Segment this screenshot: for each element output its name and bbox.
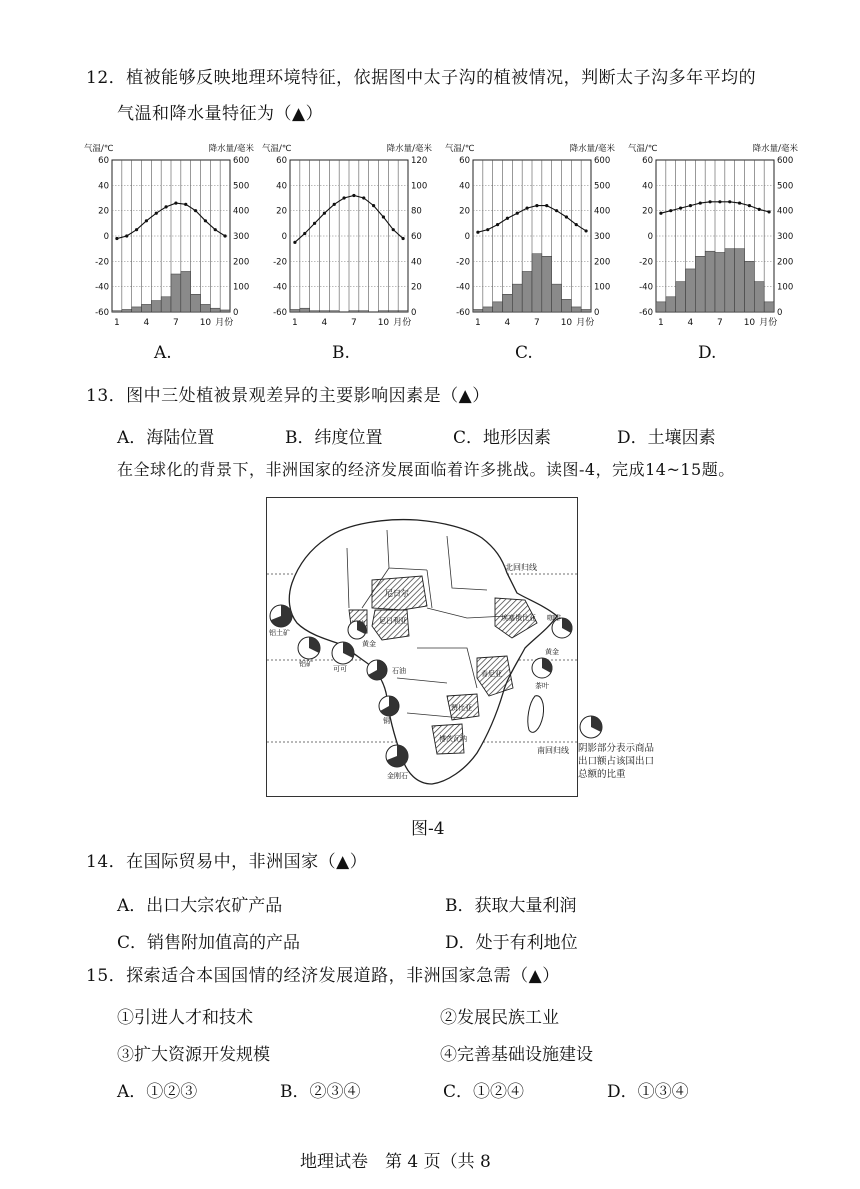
q14-option-c: C．销售附加值高的产品 [117,933,301,953]
precip-bar [503,294,513,312]
precip-bar [676,282,686,312]
precip-tick-label: 60 [411,232,422,242]
q13-option-c: C．地形因素 [453,428,552,448]
map-caption: 图-4 [411,819,445,839]
precip-tick-label: 300 [233,232,250,242]
temp-point [545,204,548,207]
precip-tick-label: 500 [233,181,250,192]
temp-point [174,201,177,204]
precip-bar [161,297,171,312]
q15-stem: 15．探索适合本国国情的经济发展道路，非洲国家急需（▲） [86,966,560,986]
product-label: 金刚石 [387,772,408,780]
temp-tick-label: 40 [276,181,287,192]
month-tick-label: 10 [377,318,390,328]
climate-chart-d [628,142,798,337]
legend-pie-icon [578,714,604,740]
temp-point [575,223,578,226]
precip-bar [493,302,503,312]
temp-tick-label: -20 [273,257,287,268]
precip-bar [571,307,581,312]
temp-tick-label: 0 [281,232,287,242]
product-label: 铝矿 [299,660,313,668]
temp-tick-label: -60 [273,308,287,318]
temp-point [767,210,770,213]
temp-point [115,237,118,240]
climate-chart-svg [445,142,615,337]
precip-bar [210,308,220,312]
temp-point [728,200,731,203]
month-tick-label: 4 [321,318,328,328]
temp-point [679,207,682,210]
temp-point [506,217,509,220]
precip-tick-label: 200 [594,257,611,268]
product-label: 可可 [333,665,347,673]
country-label: 尼日尔 [385,589,409,598]
temp-axis-label: 气温/℃ [628,144,658,154]
precip-bar [220,310,230,312]
temp-point [535,204,538,207]
precip-tick-label: 600 [777,156,794,166]
temp-tick-label: -60 [456,308,470,318]
temp-point [699,201,702,204]
temp-tick-label: -40 [273,282,287,293]
precip-tick-label: 400 [777,206,794,217]
month-tick-label: 7 [534,318,540,328]
temp-point [303,232,306,235]
precip-bar [473,309,483,312]
precip-bar [581,309,591,312]
precip-tick-label: 500 [594,181,611,192]
temp-tick-label: -40 [456,282,470,293]
temp-tick-label: 20 [276,206,287,217]
precip-tick-label: 200 [233,257,250,268]
q13-stem: 13．图中三处植被景观差异的主要影响因素是（▲） [86,386,490,406]
temp-axis-label: 气温/℃ [84,144,114,154]
q15-item-1: ①引进人才和技术 [117,1008,253,1028]
month-tick-label: 10 [199,318,212,328]
temp-tick-label: 40 [642,181,653,192]
precip-bar [745,261,755,312]
temp-tick-label: 60 [98,156,109,166]
temp-point [214,228,217,231]
product-label: 黄金 [545,648,559,656]
country-label: 埃塞俄比亚 [501,614,536,622]
temp-point [362,196,365,199]
month-tick-label: 10 [743,318,756,328]
precip-bar [359,311,369,312]
temp-point [708,200,711,203]
africa-outline [289,520,557,784]
temp-point [392,228,395,231]
precip-bar [542,256,552,312]
precip-bar [112,311,122,312]
precip-bar [290,309,300,312]
precip-bar [181,271,191,312]
month-axis-label: 月份 [393,318,412,328]
temp-tick-label: 60 [642,156,653,166]
temp-point [659,212,662,215]
precip-bar [754,282,764,312]
temp-point [555,209,558,212]
q13-option-b: B．纬度位置 [285,428,383,448]
temp-point [486,228,489,231]
precip-bar [122,309,132,312]
temp-tick-label: 40 [459,181,470,192]
precip-bar [522,271,532,312]
temp-tick-label: 60 [459,156,470,166]
temp-tick-label: -20 [456,257,470,268]
precip-bar [686,269,696,312]
temp-point [584,229,587,232]
temp-point [748,204,751,207]
q13-option-d: D．土壤因素 [617,428,716,448]
temp-point [333,203,336,206]
product-label: 铜 [383,717,390,725]
temp-tick-label: -20 [639,257,653,268]
precip-bar [666,297,676,312]
chart-option-label: A. [154,343,172,363]
temp-point [293,241,296,244]
month-tick-label: 1 [475,318,481,328]
precip-bar [388,311,398,312]
temp-point [352,194,355,197]
precip-axis-label: 降水量/毫米 [386,144,432,154]
product-label: 茶叶 [535,682,549,690]
month-axis-label: 月份 [215,318,234,328]
temp-point [476,231,479,234]
chart-option-label: C. [515,343,533,363]
precip-bar [552,284,562,312]
temp-tick-label: 60 [276,156,287,166]
precip-bar [310,311,320,312]
q15-option-b: B．②③④ [280,1082,361,1102]
precip-bar [483,307,493,312]
precip-bar [300,308,310,312]
precip-tick-label: 0 [411,308,417,318]
precip-bar [715,252,725,312]
temp-point [565,215,568,218]
precip-tick-label: 0 [233,308,239,318]
temp-point [135,228,138,231]
q14-option-a: A．出口大宗农矿产品 [117,896,283,916]
precip-tick-label: 20 [411,282,422,293]
temp-tick-label: 20 [642,206,653,217]
precip-bar [349,311,359,312]
temp-point [194,209,197,212]
q15-item-2: ②发展民族工业 [440,1008,559,1028]
temp-point [718,200,721,203]
month-tick-label: 4 [687,318,694,328]
month-tick-label: 7 [351,318,357,328]
product-label: 石油 [392,667,406,675]
temp-point [125,234,128,237]
temp-axis-label: 气温/℃ [445,144,475,154]
pie-cocoa [332,642,354,664]
q15-option-c: C．①②④ [443,1082,525,1102]
precip-tick-label: 80 [411,206,422,217]
precip-axis-label: 降水量/毫米 [569,144,615,154]
q15-option-d: D．①③④ [607,1082,689,1102]
madagascar-shape [528,696,544,733]
q14-stem: 14．在国际贸易中，非洲国家（▲） [86,852,368,872]
footer-cutoff [514,1147,528,1169]
temp-point [164,205,167,208]
temp-tick-label: -20 [95,257,109,268]
temp-point [342,196,345,199]
temp-axis-label: 气温/℃ [262,144,292,154]
climate-chart-a [84,142,254,337]
temp-point [204,219,207,222]
product-label: 铝土矿 [269,629,290,637]
temp-point [323,212,326,215]
temp-point [184,203,187,206]
precip-bar [171,274,181,312]
month-tick-label: 1 [658,318,664,328]
climate-chart-svg [262,142,432,337]
pie-bauxite [270,605,292,627]
pie-diamond [386,745,408,767]
temp-tick-label: 0 [647,232,653,242]
temp-tick-label: 0 [103,232,109,242]
product-label: 咖啡 [547,614,561,622]
month-tick-label: 7 [717,318,723,328]
temp-point [669,209,672,212]
precip-bar [656,302,666,312]
precip-bar [132,307,142,312]
pie-tea [532,658,552,678]
q12-line2: 气温和降水量特征为（▲） [117,104,324,124]
temp-tick-label: -40 [639,282,653,293]
temp-tick-label: -40 [95,282,109,293]
temp-point [738,201,741,204]
precip-tick-label: 600 [233,156,250,166]
precip-tick-label: 300 [594,232,611,242]
precip-bar [201,304,211,312]
precip-bar [725,249,735,312]
precip-bar [320,311,330,312]
precip-bar [562,299,572,312]
q12-line1: 12．植被能够反映地理环境特征，依据图中太子沟的植被情况，判断太子沟多年平均的 [86,68,757,88]
precip-tick-label: 400 [233,206,250,217]
country-label: 尼日利亚 [379,617,407,625]
temp-point [382,215,385,218]
precip-axis-label: 降水量/毫米 [752,144,798,154]
temp-point [525,207,528,210]
temp-point [145,219,148,222]
pie-oil [367,660,387,680]
month-tick-label: 1 [114,318,120,328]
temp-tick-label: 20 [459,206,470,217]
q15-item-3: ③扩大资源开发规模 [117,1045,270,1065]
precip-bar [735,249,745,312]
precip-bar [329,311,339,312]
country-label: 肯尼亚 [481,670,502,678]
precip-tick-label: 100 [594,282,611,293]
temp-point [401,237,404,240]
south-tropic-label: 南回归线 [537,746,569,755]
precip-bar [695,256,705,312]
temp-tick-label: -60 [639,308,653,318]
month-tick-label: 4 [143,318,150,328]
precip-axis-label: 降水量/毫米 [208,144,254,154]
precip-tick-label: 100 [411,181,428,192]
temp-tick-label: 20 [98,206,109,217]
climate-chart-b [262,142,432,337]
temp-point [516,212,519,215]
temp-tick-label: 0 [464,232,470,242]
temp-point [689,204,692,207]
north-tropic-label: 北回归线 [505,563,537,572]
q14-option-b: B．获取大量利润 [445,896,577,916]
month-tick-label: 4 [504,318,511,328]
temp-point [496,223,499,226]
q13-option-a: A．海陆位置 [117,428,215,448]
chart-option-label: D. [698,343,717,363]
month-axis-label: 月份 [576,318,595,328]
country-label: 博茨瓦纳 [439,735,467,743]
precip-tick-label: 500 [777,181,794,192]
temp-tick-label: 40 [98,181,109,192]
temp-point [758,208,761,211]
temp-point [155,212,158,215]
precip-bar [191,294,201,312]
month-tick-label: 10 [560,318,573,328]
precip-tick-label: 200 [777,257,794,268]
precip-bar [705,251,715,312]
temp-tick-label: -60 [95,308,109,318]
precip-bar [151,301,161,312]
month-tick-label: 1 [292,318,298,328]
q14-option-d: D．处于有利地位 [445,933,578,953]
precip-tick-label: 400 [594,206,611,217]
intro-text: 在全球化的背景下，非洲国家的经济发展面临着许多挑战。读图-4，完成14~15题。 [117,460,735,479]
precip-bar [398,311,408,312]
precip-tick-label: 40 [411,257,422,268]
country-label: 赞比亚 [451,704,472,712]
precip-tick-label: 120 [411,156,428,166]
pie-aluminum [298,637,320,659]
month-axis-label: 月份 [759,318,778,328]
precip-tick-label: 300 [777,232,794,242]
precip-tick-label: 0 [777,308,783,318]
precip-bar [764,302,774,312]
chart-option-label: B. [332,343,350,363]
climate-chart-svg [628,142,798,337]
africa-map-svg [267,498,577,796]
precip-bar [142,304,152,312]
product-label: 黄金 [362,640,376,648]
climate-chart-c [445,142,615,337]
temp-point [372,204,375,207]
page-footer: 地理试卷 第 4 页（共 8 [300,1152,491,1172]
temp-point [223,234,226,237]
precip-tick-label: 100 [233,282,250,293]
precip-bar [379,311,389,312]
precip-tick-label: 100 [777,282,794,293]
africa-map-figure [266,497,578,797]
pie-gold-west [348,621,366,639]
pie-copper [379,696,399,716]
precip-tick-label: 0 [594,308,600,318]
q15-item-4: ④完善基础设施建设 [440,1045,593,1065]
map-legend-note: 阴影部分表示商品出口额占该国出口总额的比重 [578,743,655,780]
q15-option-a: A．①②③ [117,1082,198,1102]
precip-tick-label: 600 [594,156,611,166]
temp-point [313,222,316,225]
precip-bar [532,254,542,312]
month-tick-label: 7 [173,318,179,328]
precip-bar [512,284,522,312]
climate-chart-svg [84,142,254,337]
